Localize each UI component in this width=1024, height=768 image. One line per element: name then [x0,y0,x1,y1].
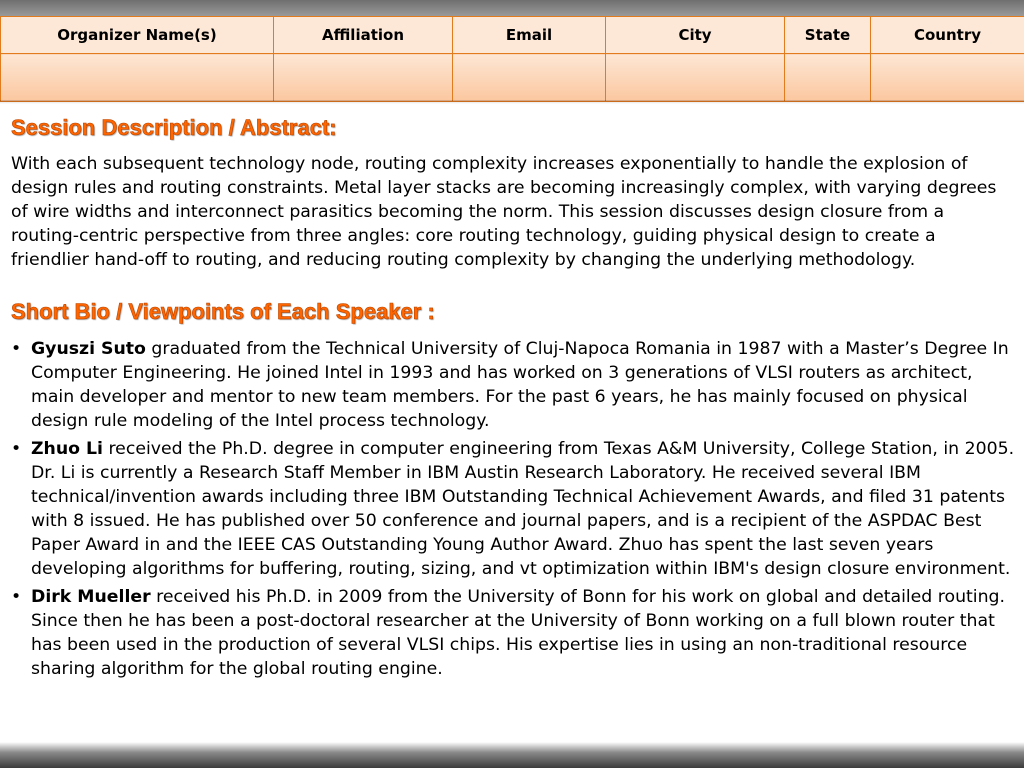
table-row [1,54,1024,102]
speaker-bio-text: graduated from the Technical University of Cluj-Napoca Romania in 1987 with a Master’s Degree In Computer Engineering. He joined Intel in 1993 and has worked on 3 generations of VLSI routers as architect, main developer and mentor to new team members. For the past 6 years, he has mainly focused on physical design rule modeling of the Intel process technology. [31,339,1009,431]
cell-organizer-names [1,54,274,102]
speaker-name: Gyuszi Suto [31,339,146,359]
speaker-name: Zhuo Li [31,439,103,459]
header-affiliation: Affiliation [274,17,453,54]
bullet-icon: • [11,587,22,607]
list-item [11,437,1017,581]
session-description-heading: Session Description / Abstract: [11,115,337,140]
bullet-icon: • [11,339,22,359]
cell-email [453,54,606,102]
list-item [11,585,1017,681]
header-email: Email [453,17,606,54]
speaker-name: Dirk Mueller [31,587,151,607]
cell-country [871,54,1024,102]
speaker-bio-text: received the Ph.D. degree in computer engineering from Texas A&M University, College Station, in 2005. Dr. Li is currently a Research Staff Member in IBM Austin Research Laboratory. He received several IBM technical/invention awards including three IBM Outstanding Technical Achievement Awards, and filed 31 patents with 8 issued. He has published over 50 conference and journal papers, and is a recipient of the ASPDAC Best Paper Award in and the IEEE CAS Outstanding Young Author Award. Zhuo has spent the last seven years developing algorithms for buffering, routing, sizing, and vt optimization within IBM's design closure environment. [31,439,1015,579]
header-organizer-names: Organizer Name(s) [1,17,274,54]
header-country: Country [871,17,1024,54]
top-decorative-bar [0,0,1024,16]
bottom-decorative-bar [0,742,1024,768]
list-item [11,337,1017,433]
table-header-row [1,17,1024,54]
session-abstract-text: With each subsequent technology node, routing complexity increases exponentially to handle the explosion of design rules and routing constraints. Metal layer stacks are becoming increasingly complex, with varying degrees of wire widths and interconnect parasitics becoming the norm. This session discusses design closure from a routing-centric perspective from three angles: core routing technology, guiding physical design to create a friendlier hand-off to routing, and reducing routing complexity by changing the underlying methodology. [11,154,997,270]
header-state: State [785,17,871,54]
header-city: City [606,17,785,54]
bullet-icon: • [11,439,22,459]
speaker-bio-text: received his Ph.D. in 2009 from the University of Bonn for his work on global and detailed routing. Since then he has been a post-doctoral researcher at the University of Bonn working on a full blown router that has been used in the production of several VLSI chips. His expertise lies in using an non-traditional resource sharing algorithm for the global routing engine. [31,587,1006,679]
cell-city [606,54,785,102]
cell-state [785,54,871,102]
speaker-list [11,337,1017,685]
cell-affiliation [274,54,453,102]
speaker-bio-heading: Short Bio / Viewpoints of Each Speaker : [11,299,435,324]
organizer-table [0,16,1024,102]
table-shadow [0,100,1024,104]
